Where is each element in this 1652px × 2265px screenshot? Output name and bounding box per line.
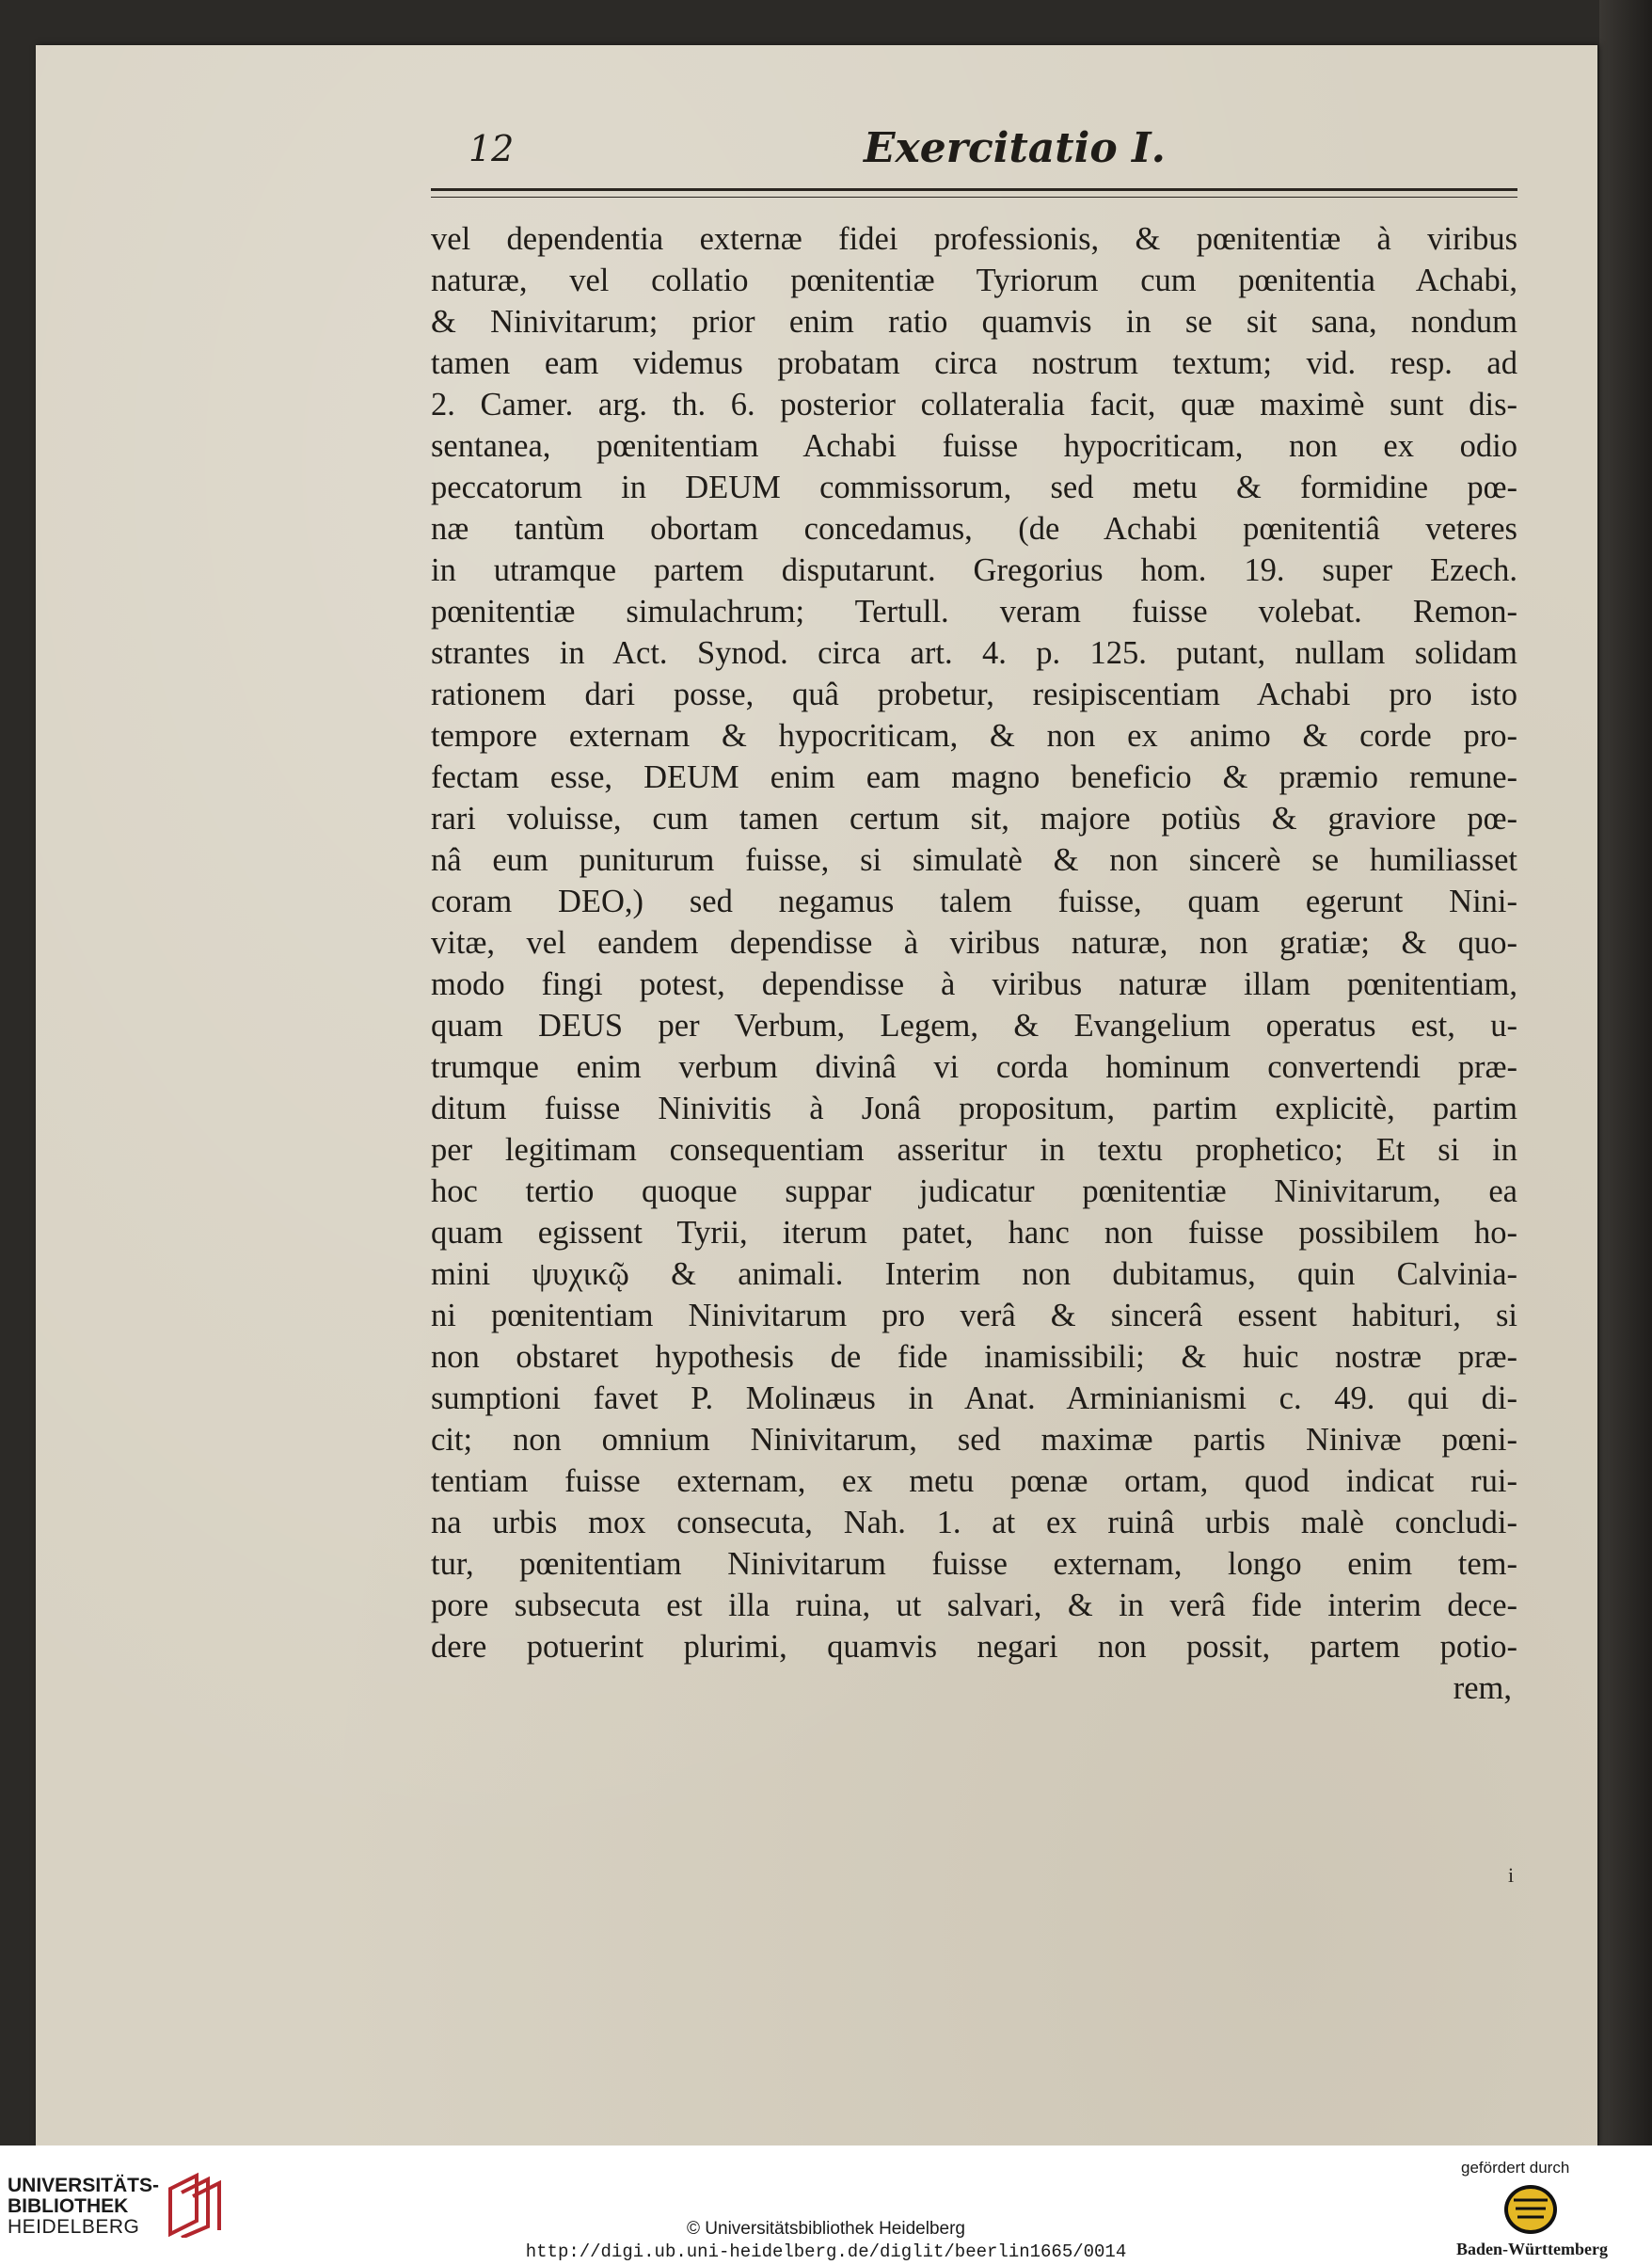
page-number: 12 [469,128,515,169]
signature-mark: i [1508,1863,1515,1887]
text-line: coram DEO,) sed negamus talem fuisse, quam egerunt Nini- [431,884,1517,919]
text-line: tamen eam videmus probatam circa nostrum textum; vid. resp. ad [431,345,1517,381]
text-line: 2. Camer. arg. th. 6. posterior collateralia facit, quæ maximè sunt dis- [431,387,1517,423]
text-line: nâ eum puniturum fuisse, si simulatè & non sincerè se humiliasset [431,842,1517,878]
text-line: rari voluisse, cum tamen certum sit, majore potiùs & graviore pœ- [431,801,1517,837]
text-line: sentanea, pœnitentiam Achabi fuisse hypocriticam, non ex odio [431,428,1517,464]
text-line: dere potuerint plurimi, quamvis negari non possit, partem potio- [431,1629,1517,1665]
text-line: modo fingi potest, dependisse à viribus naturæ illam pœnitentiam, [431,966,1517,1002]
catchword: rem, [1453,1670,1512,1706]
text-line: pore subsecuta est illa ruina, ut salvari, & in verâ fide interim dece- [431,1587,1517,1623]
head-rule [431,188,1517,198]
funder-name: Baden-Württemberg [1456,2240,1608,2258]
text-line: per legitimam consequentiam asseritur in textu prophetico; Et si in [431,1132,1517,1168]
text-line: pœnitentiæ simulachrum; Tertull. veram fuisse volebat. Remon- [431,594,1517,630]
book-page [36,45,1597,2145]
text-line: quam egissent Tyrii, iterum patet, hanc non fuisse possibilem ho- [431,1215,1517,1251]
text-line: sumptioni favet P. Molinæus in Anat. Arminianismi c. 49. qui di- [431,1380,1517,1416]
text-line: & Ninivitarum; prior enim ratio quamvis in se sit sana, nondum [431,304,1517,340]
text-line: in utramque partem disputarunt. Gregorius hom. 19. super Ezech. [431,552,1517,588]
text-line: vitæ, vel eandem dependisse à viribus naturæ, non gratiæ; & quo- [431,925,1517,961]
text-line: trumque enim verbum divinâ vi corda hominum convertendi præ- [431,1049,1517,1085]
running-title: Exercitatio I. [864,124,1166,172]
text-line: naturæ, vel collatio pœnitentiæ Tyriorum cum pœnitentia Achabi, [431,263,1517,298]
text-line: ditum fuisse Ninivitis à Jonâ propositum, partim explicitè, partim [431,1091,1517,1126]
text-line: mini ψυχικῷ & animali. Interim non dubitamus, quin Calvinia- [431,1256,1517,1292]
library-name-line2: BIBLIOTHEK [8,2195,129,2217]
library-name-line3: HEIDELBERG [8,2216,140,2238]
baden-wuerttemberg-seal-icon[interactable] [1502,2183,1559,2236]
text-line: quam DEUS per Verbum, Legem, & Evangelium operatus est, u- [431,1008,1517,1044]
text-line: non obstaret hypothesis de fide inamissibili; & huic nostræ præ- [431,1339,1517,1375]
text-line: tur, pœnitentiam Ninivitarum fuisse externam, longo enim tem- [431,1546,1517,1582]
body-text [431,218,1517,1709]
text-line: næ tantùm obortam concedamus, (de Achabi pœnitentiâ veteres [431,511,1517,547]
text-line: fectam esse, DEUM enim eam magno beneficio & præmio remune- [431,759,1517,795]
copyright-notice: © Universitätsbibliothek Heidelberg [687,2219,965,2239]
text-line: vel dependentia externæ fidei professionis, & pœnitentiæ à viribus [431,221,1517,257]
text-line: tentiam fuisse externam, ex metu pœnæ ortam, quod indicat rui- [431,1463,1517,1499]
text-line: hoc tertio quoque suppar judicatur pœnitentiæ Ninivitarum, ea [431,1173,1517,1209]
text-line: rationem dari posse, quâ probetur, resipiscentiam Achabi pro isto [431,677,1517,712]
scan-binding-edge [1599,0,1652,2145]
page-content [431,122,1517,1709]
permalink-url[interactable]: http://digi.ub.uni-heidelberg.de/diglit/beerlin1665/0014 [525,2241,1127,2262]
running-head [431,122,1517,179]
text-line: tempore externam & hypocriticam, & non ex animo & corde pro- [431,718,1517,754]
footer-bar [0,2145,1652,2265]
text-line: cit; non omnium Ninivitarum, sed maximæ partis Ninivæ pœni- [431,1422,1517,1458]
funder-label: gefördert durch [1461,2159,1570,2177]
text-line: ni pœnitentiam Ninivitarum pro verâ & sincerâ essent habituri, si [431,1298,1517,1333]
library-name-line1: UNIVERSITÄTS- [8,2175,160,2196]
text-line: strantes in Act. Synod. circa art. 4. p. 125. putant, nullam solidam [431,635,1517,671]
text-line: peccatorum in DEUM commissorum, sed metu & formidine pœ- [431,470,1517,505]
text-line: na urbis mox consecuta, Nah. 1. at ex ruinâ urbis malè concludi- [431,1505,1517,1540]
